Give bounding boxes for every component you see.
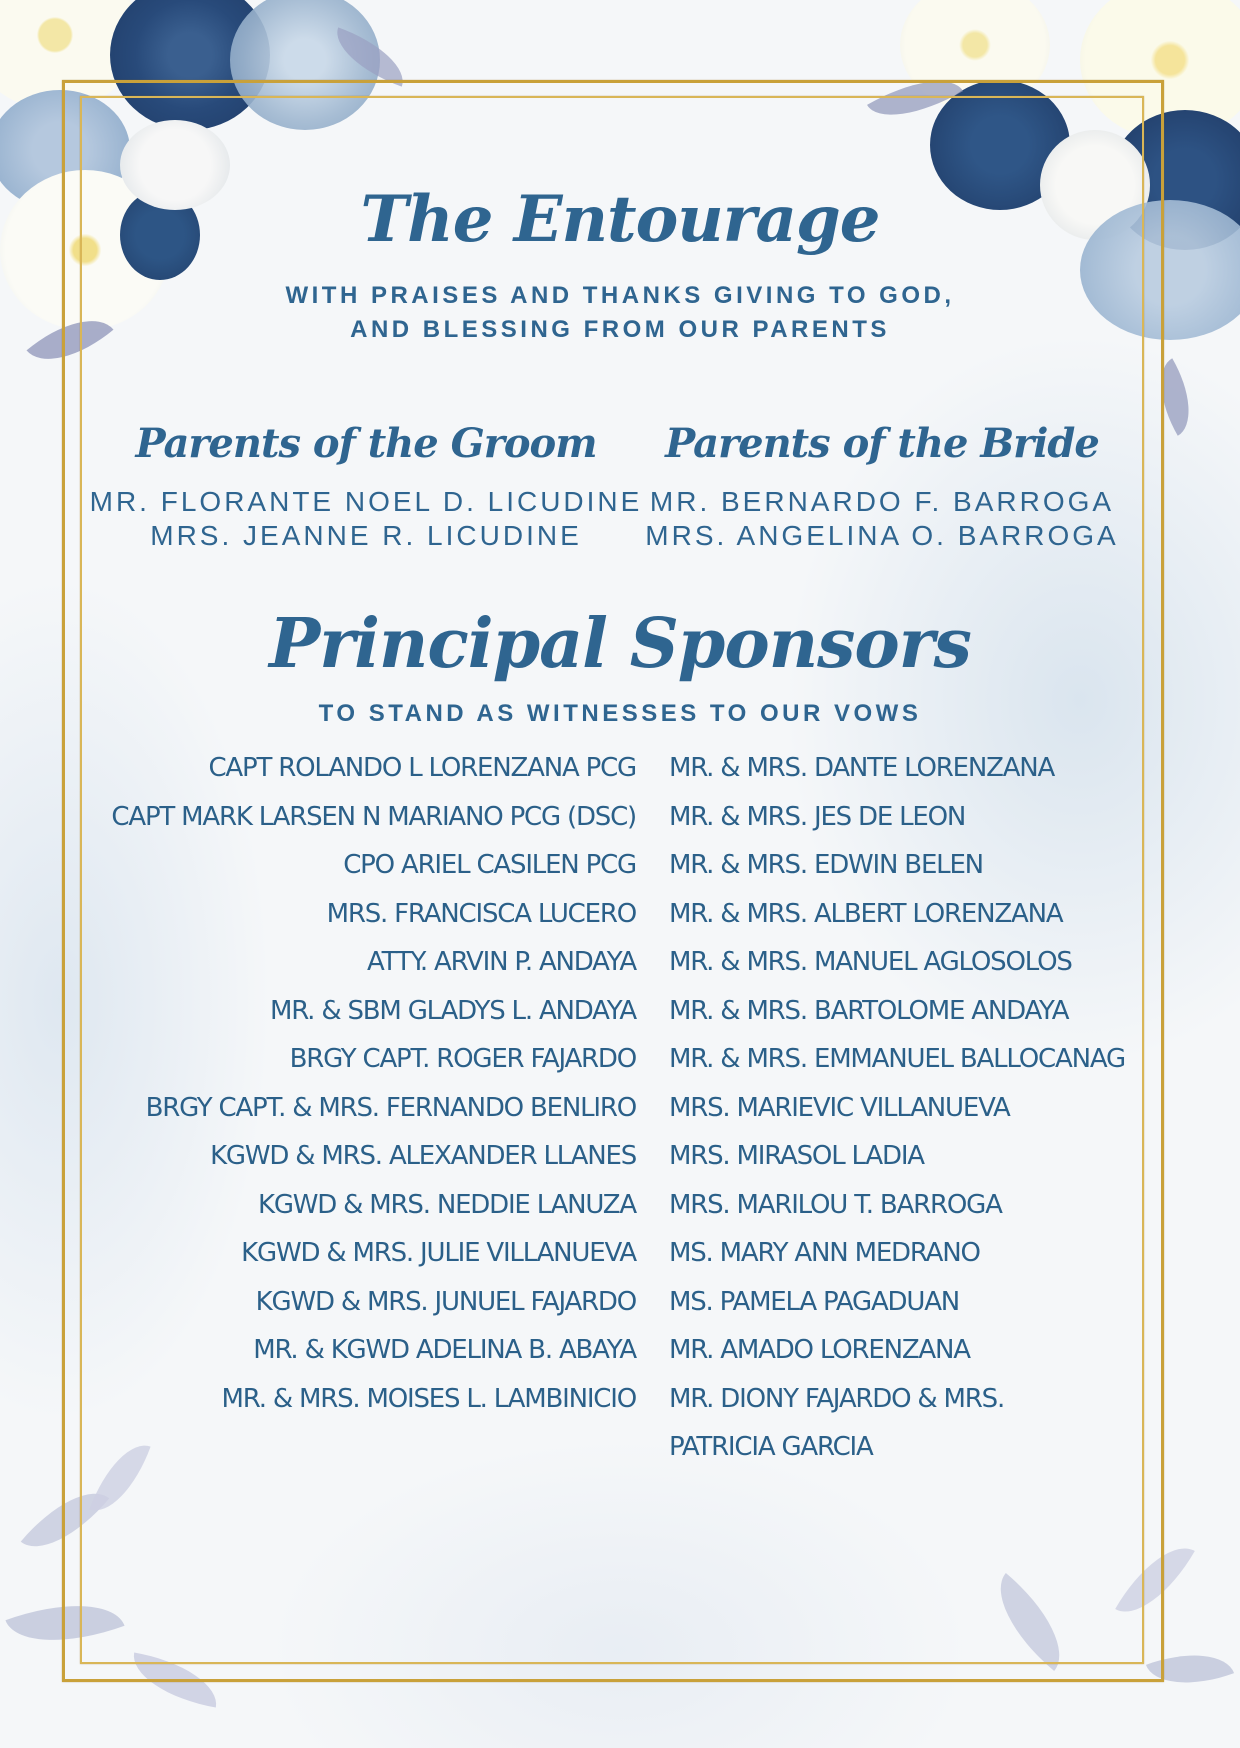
subtitle-line-1: WITH PRAISES AND THANKS GIVING TO GOD, bbox=[285, 282, 955, 309]
sponsor-name: MR. & MRS. EDWIN BELEN bbox=[669, 850, 983, 880]
bride-mother-name: MRS. ANGELINA O. BARROGA bbox=[645, 520, 1119, 551]
bride-father-name: MR. BERNARDO F. BARROGA bbox=[649, 486, 1115, 517]
sponsor-name: MR. & MRS. BARTOLOME ANDAYA bbox=[669, 995, 1069, 1026]
sponsor-name: MR. & MRS. DANTE LORENZANA bbox=[669, 753, 1055, 783]
groom-mother-name: MRS. JEANNE R. LICUDINE bbox=[150, 520, 582, 551]
subtitle-line-2: AND BLESSING FROM OUR PARENTS bbox=[350, 316, 890, 343]
bride-parents-section bbox=[602, 420, 1162, 553]
sponsor-name: MR. & MRS. MOISES L. LAMBINICIO bbox=[221, 1383, 636, 1414]
sponsor-name: MRS. MIRASOL LADIA bbox=[669, 1141, 924, 1171]
sponsor-name: MR. & MRS. JES DE LEON bbox=[669, 801, 966, 832]
sponsor-name: MRS. MARILOU T. BARROGA bbox=[669, 1189, 1002, 1220]
sponsor-name: MS. MARY ANN MEDRANO bbox=[669, 1238, 980, 1268]
sponsor-name: CAPT MARK LARSEN N MARIANO PCG (DSC) bbox=[111, 801, 636, 832]
sponsor-name: CAPT ROLANDO L LORENZANA PCG bbox=[208, 753, 636, 783]
page-title: The Entourage bbox=[360, 182, 880, 257]
sponsor-name: KGWD & MRS. ALEXANDER LLANES bbox=[210, 1141, 636, 1171]
sponsor-name: MR. & MRS. ALBERT LORENZANA bbox=[669, 898, 1063, 929]
groom-parents-section bbox=[86, 420, 646, 553]
sponsor-name: MR. & KGWD ADELINA B. ABAYA bbox=[253, 1335, 636, 1365]
sponsor-name: MR. & MRS. EMMANUEL BALLOCANAG bbox=[669, 1044, 1125, 1074]
groom-father-name: MR. FLORANTE NOEL D. LICUDINE bbox=[89, 486, 643, 517]
sponsor-name: MR. DIONY FAJARDO & MRS. PATRICIA GARCIA bbox=[669, 1383, 1005, 1462]
sponsor-name: KGWD & MRS. JULIE VILLANUEVA bbox=[241, 1238, 636, 1268]
sponsor-name: MRS. FRANCISCA LUCERO bbox=[326, 898, 636, 929]
sponsor-name: MR. AMADO LORENZANA bbox=[669, 1335, 970, 1365]
sponsor-name: MR. & SBM GLADYS L. ANDAYA bbox=[270, 995, 636, 1026]
groom-parents-heading: Parents of the Groom bbox=[135, 420, 597, 467]
sponsor-name: BRGY CAPT. & MRS. FERNANDO BENLIRO bbox=[145, 1092, 636, 1123]
sponsor-name: CPO ARIEL CASILEN PCG bbox=[343, 850, 636, 880]
sponsor-name: MRS. MARIEVIC VILLANUEVA bbox=[669, 1092, 1010, 1123]
sponsors-subheading: TO STAND AS WITNESSES TO OUR VOWS bbox=[318, 700, 922, 727]
sponsors-heading: Principal Sponsors bbox=[269, 604, 971, 684]
sponsor-name: MR. & MRS. MANUEL AGLOSOLOS bbox=[669, 947, 1072, 977]
bride-parents-heading: Parents of the Bride bbox=[665, 420, 1099, 467]
sponsor-name: ATTY. ARVIN P. ANDAYA bbox=[367, 947, 636, 977]
sponsor-name: KGWD & MRS. NEDDIE LANUZA bbox=[257, 1189, 636, 1220]
sponsor-name: MS. PAMELA PAGADUAN bbox=[669, 1286, 960, 1317]
sponsor-name: BRGY CAPT. ROGER FAJARDO bbox=[289, 1044, 636, 1074]
sponsors-left-column bbox=[76, 744, 636, 1423]
sponsor-name: KGWD & MRS. JUNUEL FAJARDO bbox=[255, 1286, 636, 1317]
sponsors-right-column bbox=[669, 744, 1125, 1472]
